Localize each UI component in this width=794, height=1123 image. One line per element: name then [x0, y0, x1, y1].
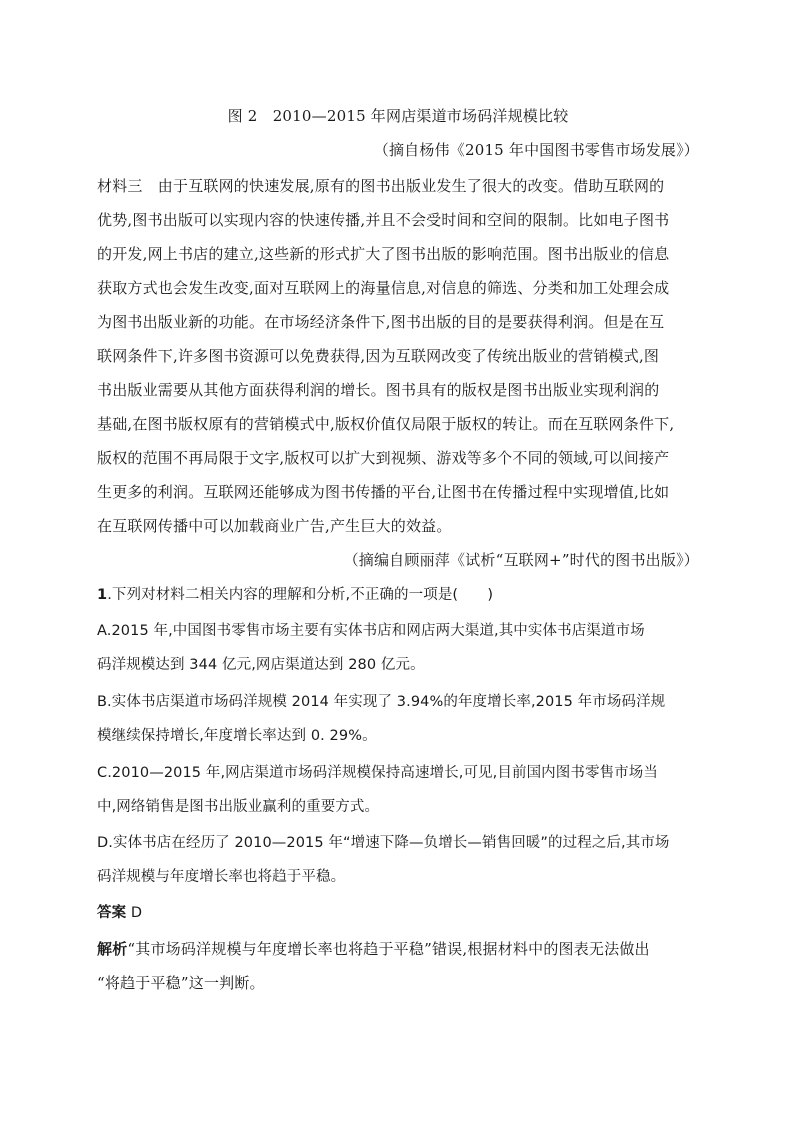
- material-line: 书出版业需要从其他方面获得利润的增长。图书具有的版权是图书出版业实现利润的: [97, 381, 660, 399]
- option-c-cont: 中,网络销售是图书出版业赢利的重要方式。: [97, 799, 380, 815]
- material-line: 基础,在图书版权原有的营销模式中,版权价值仅局限于版权的转让。而在互联网条件下,: [97, 415, 675, 433]
- material-line: 的开发,网上书店的建立,这些新的形式扩大了图书出版的影响范围。图书出版业的信息: [97, 245, 670, 263]
- analysis-line: 解析“其市场码洋规模与年度增长率也将趋于平稳”错误,根据材料中的图表无法做出: [97, 940, 650, 958]
- material-line: 获取方式也会发生改变,面对互联网上的海量信息,对信息的筛选、分类和加工处理会成: [97, 279, 670, 297]
- material-line: 材料三 由于互联网的快速发展,原有的图书出版业发生了很大的改变。借助互联网的: [97, 177, 665, 195]
- question-number: 1: [97, 587, 108, 603]
- option-a: A.2015 年,中国图书零售市场主要有实体书店和网店两大渠道,其中实体书店渠道市场: [97, 623, 645, 639]
- answer-value: D: [126, 905, 143, 921]
- question-stem: 1.下列对材料二相关内容的理解和分析,不正确的一项是( ): [97, 587, 494, 603]
- material-line: 联网条件下,许多图书资源可以免费获得,因为互联网改变了传统出版业的营销模式,图: [97, 347, 660, 365]
- answer: [97, 896, 699, 930]
- figure-source: （摘自杨伟《2015 年中国图书零售市场发展》）: [373, 141, 699, 159]
- figure-caption: 图 2 2010—2015 年网店渠道市场码洋规模比较: [227, 107, 569, 125]
- material-line: 优势,图书出版可以实现内容的快速传播,并且不会受时间和空间的限制。比如电子图书: [97, 211, 670, 229]
- material-line: 生更多的利润。互联网还能够成为图书传播的平台,让图书在传播过程中实现增值,比如: [97, 483, 670, 501]
- option-b-cont: 模继续保持增长,年度增长率达到 0. 29%。: [97, 728, 377, 744]
- material-source: （摘编自顾丽萍《试析“互联网+”时代的图书出版》）: [343, 551, 699, 569]
- material-line: 在互联网传播中可以加载商业广告,产生巨大的效益。: [97, 517, 452, 535]
- option-d: D.实体书店在经历了 2010—2015 年“增速下降—负增长—销售回暖”的过程之后,其市场: [97, 835, 670, 851]
- material-line: 版权的范围不再局限于文字,版权可以扩大到视频、游戏等多个不同的领域,可以间接产: [97, 449, 670, 467]
- material-label: 材料三: [97, 177, 143, 195]
- answer-label: 答案: [97, 905, 127, 921]
- option-d-cont: 码洋规模与年度增长率也将趋于平稳。: [97, 869, 346, 885]
- option-c: C.2010—2015 年,网店渠道市场码洋规模保持高速增长,可见,目前国内图书零售市场当: [97, 765, 658, 781]
- option-b: B.实体书店渠道市场码洋规模 2014 年实现了 3.94%的年度增长率,2015 年市场码洋规: [97, 694, 666, 710]
- analysis-line: “将趋于平稳”这一判断。: [97, 974, 265, 992]
- material-line: 为图书出版业新的功能。在市场经济条件下,图书出版的目的是要获得利润。但是在互: [97, 313, 665, 331]
- option-a-cont: 码洋规模达到 344 亿元,网店渠道达到 280 亿元。: [97, 657, 425, 673]
- analysis-label: 解析: [97, 940, 128, 958]
